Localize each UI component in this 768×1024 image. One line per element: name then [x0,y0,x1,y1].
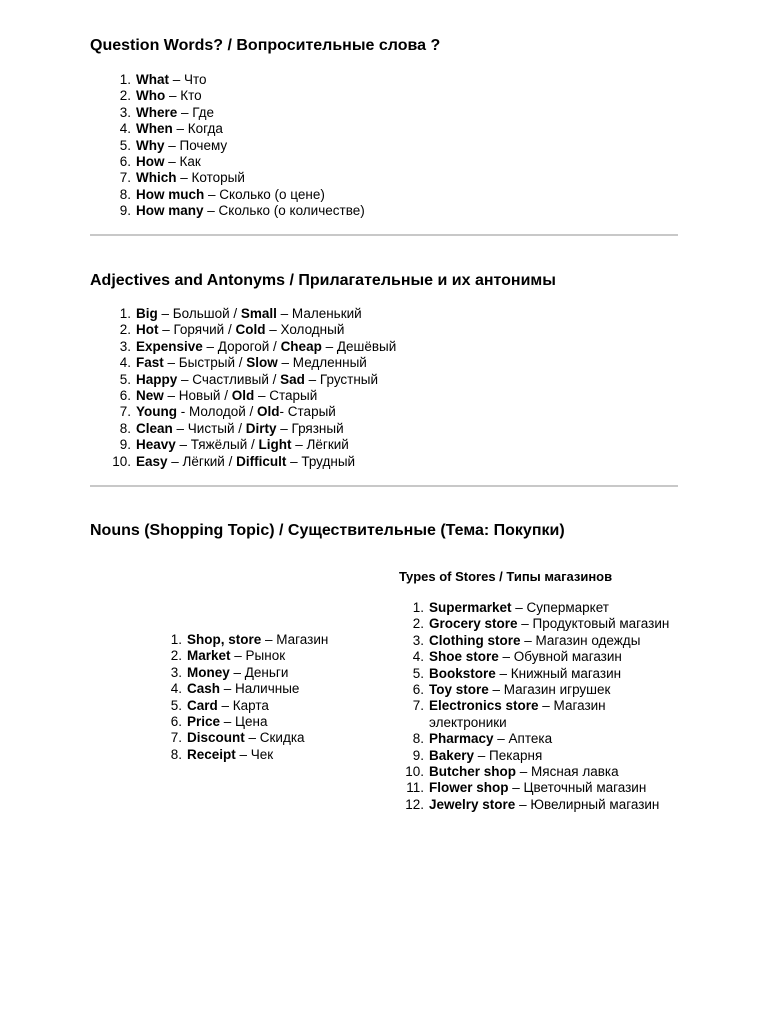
antonym-bold: Small [240,306,277,321]
term-bold: How many [136,203,204,219]
translation: – Карта [217,697,269,713]
translation: – Где [177,104,215,120]
antonym-translation: - Старый [279,404,336,420]
nouns-title: Nouns (Shopping Topic) / Существительные (Тема: Покупки) [90,522,565,539]
translation: – Кто [165,88,202,104]
list-item [412,632,679,649]
translation: – Что [169,72,207,87]
item-number: 8. [412,731,424,747]
antonym-bold: Old [257,404,280,420]
list-item [412,649,679,665]
term-bold: How much [136,186,205,202]
list-item [170,730,367,746]
term-bold: Supermarket [429,600,512,615]
translation: – Рынок [230,648,286,664]
antonym-bold: Dirty [245,420,277,436]
list-item [170,746,367,763]
list-item [119,88,656,104]
item-number: 5. [119,137,131,153]
term-bold: Big [136,306,158,321]
translation: - Молодой / [177,404,258,420]
list-item [412,600,679,616]
list-item [412,682,679,698]
term-bold: Toy store [429,682,489,698]
item-number: 4. [412,649,424,665]
translation: – Сколько (о количестве) [203,203,365,219]
term-bold: Where [136,104,178,120]
antonym-bold: Light [258,437,292,453]
antonym-translation: – Лёгкий [291,437,349,453]
list-item [119,121,656,137]
translation: – Скидка [244,730,305,746]
translation: – Ювелирный магазин [515,796,660,812]
item-number: 3. [119,104,131,120]
item-number: 1. [119,306,131,321]
term-bold: Card [187,697,218,713]
item-number: 1. [412,600,424,615]
item-number: 5. [119,371,131,387]
item-number: 2. [170,648,182,664]
item-number: 4. [119,121,131,137]
translation: – Цена [220,714,268,730]
antonym-bold: Cold [235,322,266,338]
item-number: 1. [119,72,131,87]
translation: – Чек [235,746,274,762]
term-bold: What [136,72,169,87]
list-item [119,154,656,170]
list-item [170,697,367,714]
item-number: 3. [412,632,424,648]
term-bold: Price [187,714,221,730]
item-number: 6. [119,154,131,170]
term-bold: Young [136,404,177,420]
item-number: 8. [170,746,182,762]
list-item [412,747,679,764]
translation: – Обувной магазин [498,649,622,665]
term-bold: Bakery [429,747,475,763]
list-item [119,437,656,453]
translation: – Сколько (о цене) [204,186,325,202]
adjectives-list [112,306,656,470]
antonym-bold: Sad [280,371,305,387]
list-item [119,72,656,88]
item-number: 5. [412,665,424,681]
item-number: 4. [170,681,182,697]
list-item [119,203,656,219]
list-item [170,681,367,697]
list-item [170,664,367,681]
term-bold: Discount [187,730,245,746]
term-bold: When [136,121,173,137]
term-bold: Electronics store [429,698,539,714]
list-item [170,632,367,648]
term-bold: Expensive [136,338,203,354]
list-item [119,388,656,404]
list-item [405,796,679,813]
question-words-list [119,72,656,220]
list-item [412,665,679,682]
antonym-bold: Old [231,388,255,404]
list-item [170,648,367,664]
item-number: 7. [119,170,131,186]
term-bold: Shop, store [187,632,262,647]
list-item [412,731,679,747]
term-bold: Butcher shop [429,764,517,780]
translation: – Счастливый / [177,371,281,387]
antonym-translation: – Маленький [276,306,362,321]
list-item [405,764,679,780]
term-bold: Bookstore [429,665,496,681]
term-bold: Shoe store [429,649,499,665]
item-number: 5. [170,697,182,713]
item-number: 2. [412,616,424,632]
translation: – Почему [164,137,228,153]
term-bold: Why [136,137,165,153]
translation: – Который [176,170,245,186]
term-bold: Flower shop [429,780,509,796]
list-item [119,420,656,437]
item-number: 6. [119,388,131,404]
item-number: 8. [119,420,131,436]
term-bold: Money [187,664,230,680]
translation: – Наличные [220,681,300,697]
list-item [119,371,656,388]
antonym-translation: – Трудный [286,453,356,469]
antonym-bold: Difficult [236,453,287,469]
antonym-translation: – Старый [254,388,318,404]
translation: – Магазин игрушек [488,682,611,698]
translation: – Чистый / [172,420,246,436]
term-bold: Fast [136,355,164,371]
item-number: 1. [170,632,182,647]
translation: – Когда [172,121,223,137]
list-item [119,306,656,322]
store-types-title: Types of Stores / Типы магазинов [399,569,613,584]
list-item [119,186,656,203]
term-bold: Receipt [187,746,236,762]
section-divider [90,234,678,236]
item-number: 7. [412,698,424,714]
translation: – Книжный магазин [495,665,622,681]
term-bold: Market [187,648,231,664]
item-number: 3. [119,338,131,354]
translation: – Деньги [229,664,289,680]
term-bold: Which [136,170,177,186]
item-number: 9. [119,203,131,219]
antonym-translation: – Медленный [277,355,367,371]
term-bold: Grocery store [429,616,518,632]
translation: – Как [164,154,201,170]
item-number: 2. [119,88,131,104]
term-bold: Clothing store [429,632,521,648]
term-bold: Jewelry store [429,796,516,812]
translation: – Продуктовый магазин [517,616,670,632]
translation: – Тяжёлый / [175,437,259,453]
translation: – Новый / [163,388,232,404]
list-item [119,322,656,338]
antonym-translation: – Грязный [276,420,344,436]
item-number: 9. [412,747,424,763]
translation: – Горячий / [158,322,236,338]
translation: – Большой / [157,306,241,321]
item-number: 12. [405,796,424,812]
term-bold: Heavy [136,437,176,453]
translation: – Магазин [261,632,329,647]
item-number: 3. [170,664,182,680]
item-number: 11. [406,780,424,796]
nouns-list [170,632,367,763]
list-item [119,355,656,371]
list-item [119,338,656,355]
translation: – Аптека [493,731,553,747]
list-item [119,170,656,186]
item-number: 8. [119,186,131,202]
item-number: 7. [119,404,131,420]
antonym-bold: Slow [246,355,278,371]
translation: – Дорогой / [202,338,281,354]
antonym-bold: Cheap [280,338,322,354]
item-number: 2. [119,322,131,338]
term-bold: Hot [136,322,159,338]
translation: – Цветочный магазин [508,780,647,796]
list-item [412,698,679,731]
antonym-translation: – Холодный [265,322,345,338]
item-number: 6. [412,682,424,698]
list-item [412,616,679,632]
translation: – Магазин электроники [429,698,606,730]
term-bold: Cash [187,681,221,697]
item-number: 9. [119,437,131,453]
list-item [170,714,367,730]
item-number: 10. [112,453,131,469]
store-types-list [405,600,679,813]
list-item [406,780,679,796]
antonym-translation: – Грустный [304,371,379,387]
translation: – Быстрый / [163,355,247,371]
list-item [119,137,656,154]
term-bold: New [136,388,164,404]
translation: – Супермаркет [511,600,609,615]
translation: – Мясная лавка [516,764,619,780]
antonym-translation: – Дешёвый [321,338,397,354]
list-item [112,453,656,470]
list-item [119,404,656,420]
translation: – Магазин одежды [520,632,641,648]
section-divider [90,485,678,487]
term-bold: How [136,154,165,170]
item-number: 7. [170,730,182,746]
translation: – Лёгкий / [167,453,237,469]
translation: – Пекарня [474,747,543,763]
list-item [119,104,656,121]
term-bold: Who [136,88,166,104]
term-bold: Happy [136,371,178,387]
question-words-title: Question Words? / Вопросительные слова ? [90,37,441,54]
term-bold: Pharmacy [429,731,494,747]
item-number: 10. [405,764,424,780]
term-bold: Easy [136,453,168,469]
adjectives-title: Adjectives and Antonyms / Прилагательные и их антонимы [90,272,556,289]
term-bold: Clean [136,420,173,436]
item-number: 6. [170,714,182,730]
item-number: 4. [119,355,131,371]
